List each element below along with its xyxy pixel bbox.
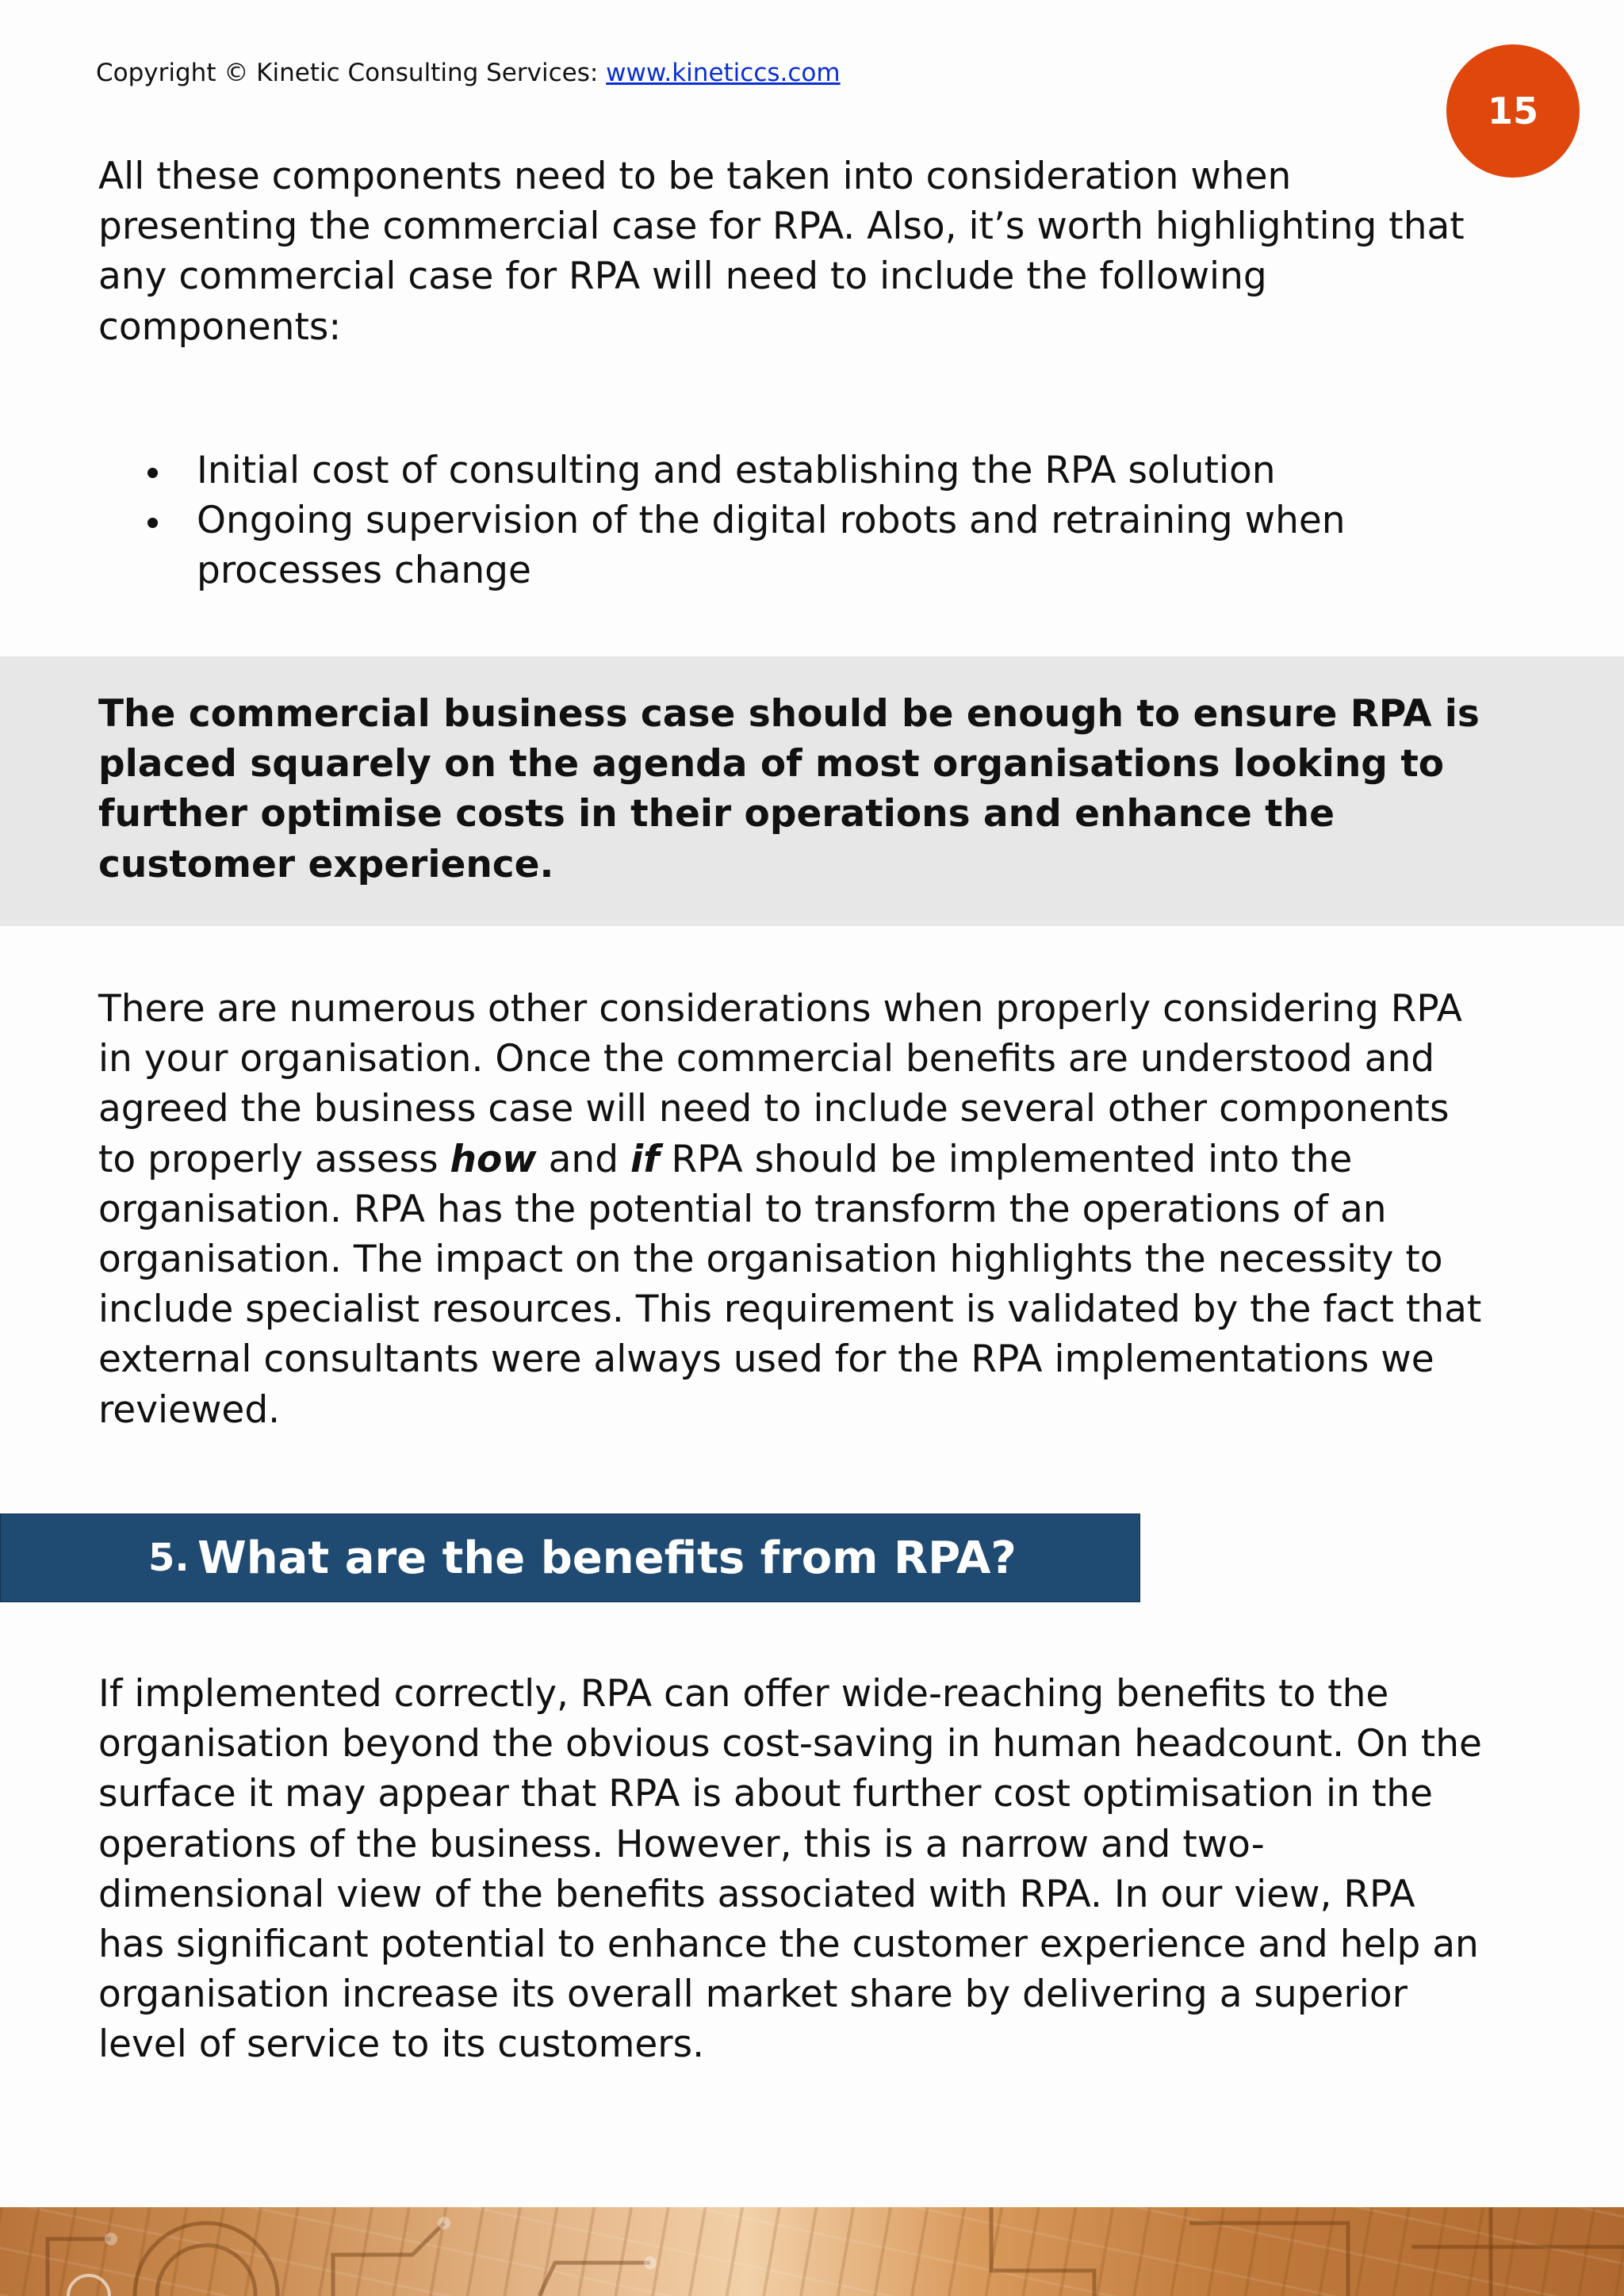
copyright-text: Copyright © Kinetic Consulting Services:	[96, 59, 607, 87]
paragraph-line: external consultants were always used for the RPA implementations we	[98, 1337, 1434, 1382]
paragraph-line: organisation. RPA has the potential to transform the operations of an	[98, 1187, 1387, 1231]
paragraph-line: has significant potential to enhance the customer experience and help an	[98, 1923, 1479, 1967]
considerations-paragraph	[98, 984, 1526, 1435]
paragraph-line: organisation beyond the obvious cost-saving in human headcount. On the	[98, 1722, 1482, 1766]
list-item-text: processes change	[197, 549, 531, 593]
text-segment: and	[536, 1137, 630, 1181]
paragraph-line: reviewed.	[98, 1387, 281, 1432]
bullet-icon	[147, 518, 158, 528]
paragraph-line: If implemented correctly, RPA can offer wide-reaching benefits to the	[98, 1672, 1389, 1716]
callout-text	[98, 689, 1565, 890]
bullet-icon	[147, 468, 158, 478]
benefits-paragraph	[98, 1669, 1526, 2070]
text-segment: RPA should be implemented into the	[659, 1137, 1353, 1181]
cost-components-list	[98, 446, 1526, 596]
section-title: What are the benefits from RPA?	[197, 1532, 1017, 1584]
emphasis-if: if	[630, 1137, 660, 1181]
list-item	[98, 446, 1526, 496]
callout-line: customer experience.	[98, 842, 554, 886]
paragraph-line: surface it may appear that RPA is about further cost optimisation in the	[98, 1772, 1433, 1816]
callout-line: further optimise costs in their operations and enhance the	[98, 792, 1335, 836]
paragraph-line: include specialist resources. This requirement is validated by the fact that	[98, 1288, 1482, 1332]
paragraph-line: All these components need to be taken into consideration when	[98, 155, 1292, 198]
section-heading	[0, 1513, 1140, 1602]
paragraph-line: agreed the business case will need to include several other components	[98, 1087, 1450, 1131]
website-link[interactable]: www.kineticcs.com	[606, 59, 841, 87]
paragraph-line: operations of the business. However, this is a narrow and two-	[98, 1822, 1265, 1866]
page-number-badge: 15	[1446, 44, 1580, 178]
paragraph-line	[98, 1135, 1526, 1184]
paragraph-line: any commercial case for RPA will need to include the following	[98, 254, 1267, 299]
paragraph-line: presenting the commercial case for RPA. Also, it’s worth highlighting that	[98, 205, 1465, 249]
list-item-text: Initial cost of consulting and establishing the RPA solution	[197, 449, 1276, 492]
list-item-text: Ongoing supervision of the digital robots and retraining when	[197, 499, 1346, 543]
paragraph-line: organisation. The impact on the organisation highlights the necessity to	[98, 1238, 1443, 1282]
paragraph-line: level of service to its customers.	[98, 2022, 705, 2067]
text-segment: to properly assess	[98, 1137, 450, 1181]
paragraph-line: organisation increase its overall market share by delivering a superior	[98, 1973, 1408, 2017]
paragraph-line: dimensional view of the benefits associated with RPA. In our view, RPA	[98, 1872, 1415, 1916]
callout-line: The commercial business case should be enough to ensure RPA is	[98, 692, 1480, 736]
paragraph-line: components:	[98, 304, 342, 349]
section-number: 5.	[148, 1536, 190, 1580]
paragraph-line: There are numerous other considerations when properly considering RPA	[98, 987, 1462, 1031]
intro-paragraph	[98, 151, 1526, 352]
circuit-pattern-icon	[0, 2207, 1624, 2296]
paragraph-line: in your organisation. Once the commercial benefits are understood and	[98, 1037, 1435, 1081]
copyright-notice	[96, 59, 841, 87]
list-item	[98, 496, 1526, 595]
emphasis-how: how	[450, 1137, 537, 1181]
footer-decorative-band	[0, 2207, 1624, 2296]
callout-line: placed squarely on the agenda of most organisations looking to	[98, 742, 1445, 786]
